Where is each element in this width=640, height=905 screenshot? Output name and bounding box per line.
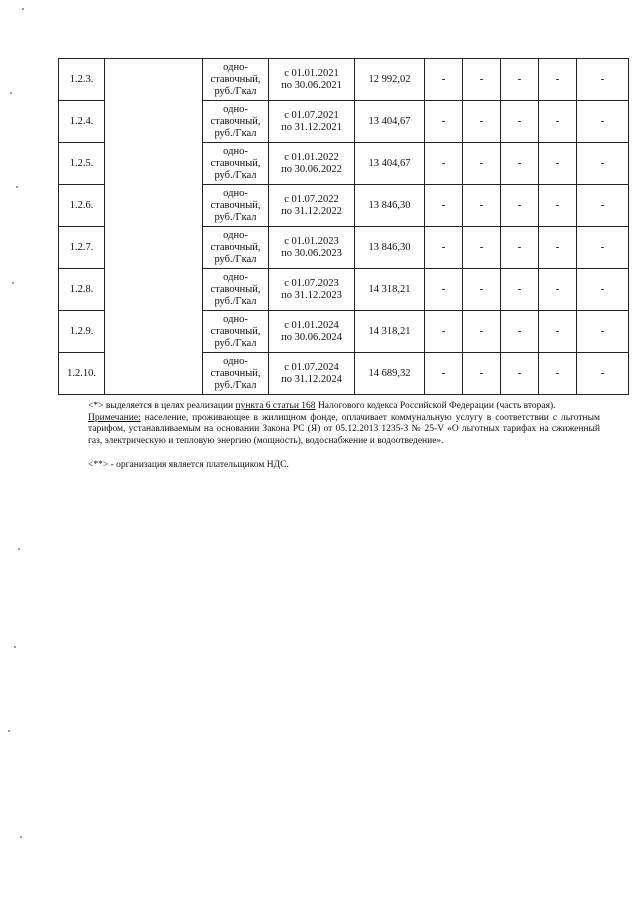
empty-dash-cell: - (539, 227, 577, 269)
row-number: 1.2.4. (59, 101, 105, 143)
empty-dash-cell: - (463, 227, 501, 269)
tariff-type-line: ставочный, (210, 199, 261, 211)
merged-empty-cell (105, 59, 203, 395)
tariff-type (203, 269, 269, 311)
empty-dash-cell: - (577, 59, 629, 101)
period-to: по 31.12.2021 (281, 121, 342, 133)
tariff-type-line: руб./Гкал (214, 253, 257, 265)
tariff-value: 13 404,67 (355, 101, 425, 143)
tariff-value: 13 846,30 (355, 227, 425, 269)
empty-dash-cell: - (501, 353, 539, 395)
period-to: по 31.12.2023 (281, 289, 342, 301)
period-from: с 01.01.2023 (284, 235, 339, 247)
vat-footnote: <*> выделяется в целях реализации пункта 6 статьи 168 Налогового кодекса Российской Федерации (часть вторая). (88, 401, 556, 411)
tariff-type-line: одно- (223, 187, 248, 199)
tariff-type-line: ставочный, (210, 367, 261, 379)
empty-dash-cell: - (577, 269, 629, 311)
period (269, 101, 355, 143)
tariff-type-line: руб./Гкал (214, 169, 257, 181)
row-number: 1.2.3. (59, 59, 105, 101)
empty-dash-cell: - (577, 227, 629, 269)
empty-dash-cell: - (425, 59, 463, 101)
empty-dash-cell: - (501, 227, 539, 269)
empty-dash-cell: - (463, 101, 501, 143)
period-from: с 01.07.2022 (284, 193, 339, 205)
row-number: 1.2.9. (59, 311, 105, 353)
empty-dash-cell: - (463, 185, 501, 227)
empty-dash-cell: - (577, 353, 629, 395)
row-number: 1.2.8. (59, 269, 105, 311)
empty-dash-cell: - (425, 353, 463, 395)
tariff-value: 14 318,21 (355, 269, 425, 311)
period-to: по 30.06.2022 (281, 163, 342, 175)
empty-dash-cell: - (425, 185, 463, 227)
tariff-type-line: руб./Гкал (214, 295, 257, 307)
period (269, 353, 355, 395)
empty-dash-cell: - (463, 269, 501, 311)
empty-dash-cell: - (425, 311, 463, 353)
tariff-value: 14 689,32 (355, 353, 425, 395)
period-to: по 30.06.2021 (281, 79, 342, 91)
period-to: по 31.12.2022 (281, 205, 342, 217)
tariff-type-line: руб./Гкал (214, 379, 257, 391)
period-from: с 01.01.2021 (284, 67, 339, 79)
tariff-value: 12 992,02 (355, 59, 425, 101)
empty-dash-cell: - (539, 185, 577, 227)
period-to: по 30.06.2023 (281, 247, 342, 259)
tariff-type-line: руб./Гкал (214, 337, 257, 349)
tariff-type-line: ставочный, (210, 115, 261, 127)
row-number: 1.2.6. (59, 185, 105, 227)
empty-dash-cell: - (539, 101, 577, 143)
tariff-table (58, 58, 629, 395)
tariff-type-line: одно- (223, 145, 248, 157)
tariff-type-line: одно- (223, 355, 248, 367)
tariff-type-line: одно- (223, 103, 248, 115)
empty-dash-cell: - (463, 59, 501, 101)
tariff-type-line: руб./Гкал (214, 85, 257, 97)
tariff-value: 13 846,30 (355, 185, 425, 227)
period-to: по 31.12.2024 (281, 373, 342, 385)
empty-dash-cell: - (501, 59, 539, 101)
empty-dash-cell: - (539, 311, 577, 353)
period-from: с 01.07.2023 (284, 277, 339, 289)
empty-dash-cell: - (463, 353, 501, 395)
empty-dash-cell: - (425, 227, 463, 269)
tariff-type-line: ставочный, (210, 241, 261, 253)
empty-dash-cell: - (501, 269, 539, 311)
tariff-type (203, 59, 269, 101)
tariff-type (203, 185, 269, 227)
table-row (59, 59, 629, 101)
tariff-type-line: ставочный, (210, 73, 261, 85)
tariff-type-line: одно- (223, 229, 248, 241)
period-to: по 30.06.2024 (281, 331, 342, 343)
row-number: 1.2.10. (59, 353, 105, 395)
period (269, 227, 355, 269)
empty-dash-cell: - (577, 101, 629, 143)
empty-dash-cell: - (463, 143, 501, 185)
tariff-type-line: руб./Гкал (214, 127, 257, 139)
period-from: с 01.07.2024 (284, 361, 339, 373)
period (269, 311, 355, 353)
empty-dash-cell: - (425, 143, 463, 185)
period-from: с 01.01.2022 (284, 151, 339, 163)
empty-dash-cell: - (577, 311, 629, 353)
empty-dash-cell: - (577, 143, 629, 185)
empty-dash-cell: - (425, 101, 463, 143)
tariff-type (203, 143, 269, 185)
period-from: с 01.07.2021 (284, 109, 339, 121)
tariff-type (203, 101, 269, 143)
empty-dash-cell: - (501, 185, 539, 227)
empty-dash-cell: - (539, 143, 577, 185)
row-number: 1.2.5. (59, 143, 105, 185)
tariff-value: 14 318,21 (355, 311, 425, 353)
tariff-type (203, 227, 269, 269)
period (269, 143, 355, 185)
remark-note: Примечание: население, проживающее в жилищном фонде, оплачивает коммунальную услугу в соответствии с льготным тарифом, устанавливаемым на основании Закона РС (Я) от 05.12.2013 1235-З № 25-V «О льготных тарифах на сжиженный газ, электрическую и тепловую энергию (мощность), водоснабжение и водоотведение». (88, 412, 600, 446)
tariff-type-line: одно- (223, 313, 248, 325)
period (269, 185, 355, 227)
tariff-type-line: одно- (223, 61, 248, 73)
remark-label: Примечание: (88, 412, 141, 423)
tariff-type (203, 311, 269, 353)
empty-dash-cell: - (539, 59, 577, 101)
period (269, 269, 355, 311)
table-notes (88, 401, 600, 472)
empty-dash-cell: - (463, 311, 501, 353)
tariff-type-line: ставочный, (210, 325, 261, 337)
empty-dash-cell: - (539, 353, 577, 395)
period (269, 59, 355, 101)
tariff-type-line: ставочный, (210, 157, 261, 169)
tax-code-link[interactable]: пункта 6 статьи 168 (235, 401, 316, 411)
tariff-type-line: одно- (223, 271, 248, 283)
vat-payer-note: <**> - организация является плательщиком НДС. (88, 460, 289, 470)
empty-dash-cell: - (501, 311, 539, 353)
row-number: 1.2.7. (59, 227, 105, 269)
tariff-value: 13 404,67 (355, 143, 425, 185)
tariff-type-line: руб./Гкал (214, 211, 257, 223)
period-from: с 01.01.2024 (284, 319, 339, 331)
empty-dash-cell: - (577, 185, 629, 227)
empty-dash-cell: - (539, 269, 577, 311)
empty-dash-cell: - (501, 143, 539, 185)
tariff-type (203, 353, 269, 395)
tariff-type-line: ставочный, (210, 283, 261, 295)
empty-dash-cell: - (425, 269, 463, 311)
empty-dash-cell: - (501, 101, 539, 143)
